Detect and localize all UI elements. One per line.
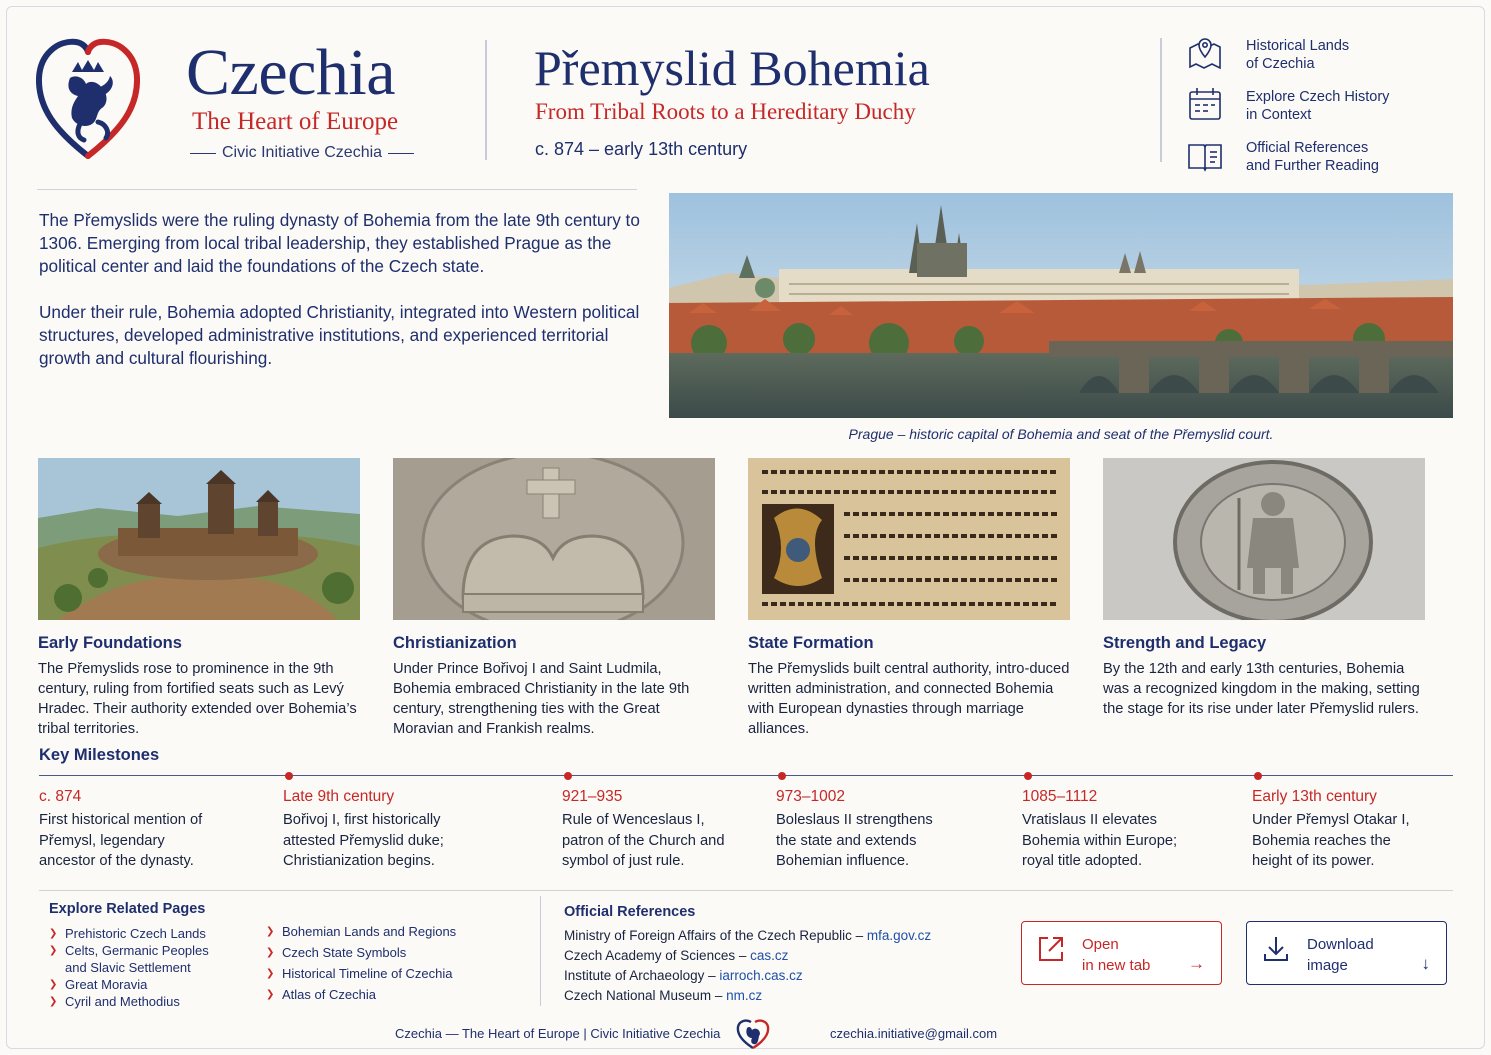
reference-link[interactable]: nm.cz [726,988,763,1003]
card-title: State Formation [748,634,874,652]
milestone-item [776,770,966,872]
brand-title: Czechia [186,36,396,109]
milestone-text: Vratislaus II elevates Bohemia within Europe; royal title adopted. [1022,812,1178,869]
milestone-text: Boleslaus II strengthens the state and extends Bohemian influence. [776,812,933,869]
map-pin-icon [1186,34,1224,72]
milestone-year: 1085–1112 [1022,788,1098,805]
card-state-formation [748,458,1070,739]
card-strength-legacy [1103,458,1425,719]
chevron-right-icon: ❯ [266,968,275,979]
quick-links [1186,34,1466,187]
related-title: Explore Related Pages [49,901,206,917]
milestone-year: 921–935 [562,788,623,805]
reference-link[interactable]: mfa.gov.cz [866,928,932,943]
manuscript-image [748,458,1070,620]
brand-civic-label: Civic Initiative Czechia [222,144,383,161]
prague-panorama-image [669,193,1453,418]
chevron-right-icon: ❯ [49,979,58,990]
milestone-year: 973–1002 [776,788,845,805]
brand-subtitle: The Heart of Europe [192,108,399,135]
intro-paragraph: Under their rule, Bohemia adopted Christianity, integrated into Western political structures, developed administrative institutions, and experienced territorial growth and cultural flourishing. [39,302,640,368]
page-title: Přemyslid Bohemia [534,40,930,96]
related-link[interactable]: ❯ Cyril and Methodius [49,994,180,1009]
chevron-right-icon: ❯ [266,947,275,958]
download-icon [1261,934,1291,964]
card-text: Under Prince Bořivoj I and Saint Ludmila, Bohemia embraced Christianity in the late 9th century, strengthening ties with the Great Moravian and Frankish realms. [393,661,690,737]
related-link[interactable]: ❯ Czech State Symbols [266,945,407,960]
quick-link-explore-history[interactable] [1186,85,1466,136]
timeline-dot [285,772,293,780]
fortified-settlement-image [38,458,360,620]
download-image-button[interactable] [1246,921,1447,985]
chevron-right-icon: ❯ [49,996,58,1007]
footer-credit: Czechia — The Heart of Europe | Civic Initiative Czechia [395,1026,721,1041]
milestone-text: Bořivoj I, first historically attested Přemyslid duke; Christianization begins. [283,812,444,869]
milestone-item [562,770,752,872]
related-link[interactable]: ❯ Historical Timeline of Czechia [266,966,453,981]
timeline-dot [564,772,572,780]
card-text: The Přemyslids rose to prominence in the 9th century, ruling from fortified seats such as Levý Hradec. Their authority extended over Bohemia’s tribal territories. [38,661,357,737]
card-early-foundations [38,458,360,739]
milestone-text: First historical mention of Přemysl, legendary ancestor of the dynasty. [39,812,203,869]
quick-link-label: Historical Lands of Czechia [1246,38,1350,72]
reference-link[interactable]: cas.cz [750,948,789,963]
related-link[interactable]: ❯ Bohemian Lands and Regions [266,924,457,939]
milestone-item [283,770,473,872]
related-link[interactable]: ❯ Atlas of Czechia [266,987,376,1002]
milestone-item [39,770,229,872]
silver-coin-image [1103,458,1425,620]
photo-caption: Prague – historic capital of Bohemia and seat of the Přemyslid court. [848,426,1274,442]
related-column-1 [49,925,209,1010]
milestone-year: Late 9th century [283,788,395,805]
milestone-item [1022,770,1212,872]
related-link[interactable]: ❯ Celts, Germanic Peoples and Slavic Settlement [49,943,209,975]
brand-civic-line [190,144,446,162]
milestones-title: Key Milestones [39,746,160,764]
intro-top-rule [37,189,637,190]
footer-email[interactable]: czechia.initiative@gmail.com [830,1026,998,1041]
header-divider [485,40,487,160]
download-image-label: Download image [1307,936,1374,974]
arrow-right-icon: → [1188,954,1205,973]
quick-link-references[interactable] [1186,136,1466,187]
reference-row: Czech Academy of Sciences – cas.cz [564,948,789,963]
chevron-right-icon: ❯ [266,989,275,1000]
card-text: The Přemyslids built central authority, intro-duced written administration, and connected Bohemia with European dynasties through marriage alliances. [748,661,1070,737]
related-pages [49,901,529,1009]
card-title: Strength and Legacy [1103,634,1267,652]
page-subtitle: From Tribal Roots to a Hereditary Duchy [535,99,916,124]
external-link-icon [1036,934,1066,964]
quick-link-historical-lands[interactable] [1186,34,1466,85]
brand-block [186,38,446,162]
card-christianization [393,458,715,739]
milestone-text: Rule of Wenceslaus I, patron of the Church and symbol of just rule. [562,812,725,869]
reference-link[interactable]: iarroch.cas.cz [719,968,803,983]
stone-relief-crown-image [393,458,715,620]
card-title: Christianization [393,634,517,652]
card-title: Early Foundations [38,634,182,652]
reference-row: Institute of Archaeology – iarroch.cas.cz [564,968,803,983]
arrow-down-icon: ↓ [1421,954,1430,973]
heart-lion-small-logo [736,1018,770,1050]
intro-text [39,209,649,370]
book-icon [1186,136,1224,174]
quick-link-label: Official References and Further Reading [1246,140,1379,174]
footer-top-rule [39,890,1453,891]
intro-paragraph: The Přemyslids were the ruling dynasty of Bohemia from the late 9th century to 1306. Emerging from local tribal leadership, they established Prague as the political center and laid the foundations of the Czech state. [39,210,640,276]
references-title: Official References [564,904,696,920]
related-link[interactable]: ❯ Great Moravia [49,977,148,992]
quick-link-label: Explore Czech History in Context [1246,89,1390,123]
card-text: By the 12th and early 13th centuries, Bohemia was a recognized kingdom in the making, setting the stage for its rise under later Přemyslid rulers. [1103,661,1420,717]
heart-lion-logo [36,36,140,160]
timeline-dot [1254,772,1262,780]
timeline-dot [778,772,786,780]
timeline-dot [1024,772,1032,780]
page-date-range: c. 874 – early 13th century [535,139,748,159]
reference-row: Czech National Museum – nm.cz [564,988,763,1003]
milestone-text: Under Přemysl Otakar I, Bohemia reaches the height of its power. [1252,812,1410,869]
chevron-right-icon: ❯ [49,945,58,956]
open-new-tab-label: Open in new tab [1082,936,1151,974]
related-link[interactable]: ❯ Prehistoric Czech Lands [49,926,206,941]
related-column-2 [266,923,456,1003]
official-references [564,904,984,1006]
quick-links-divider [1160,38,1162,162]
reference-row: Ministry of Foreign Affairs of the Czech Republic – mfa.gov.cz [564,928,932,943]
calendar-icon [1186,85,1224,123]
milestone-year: c. 874 [39,788,82,805]
open-new-tab-button[interactable] [1021,921,1222,985]
chevron-right-icon: ❯ [266,926,275,937]
chevron-right-icon: ❯ [49,928,58,939]
footer-divider [540,896,541,1006]
milestone-item [1252,770,1442,872]
milestone-year: Early 13th century [1252,788,1377,805]
